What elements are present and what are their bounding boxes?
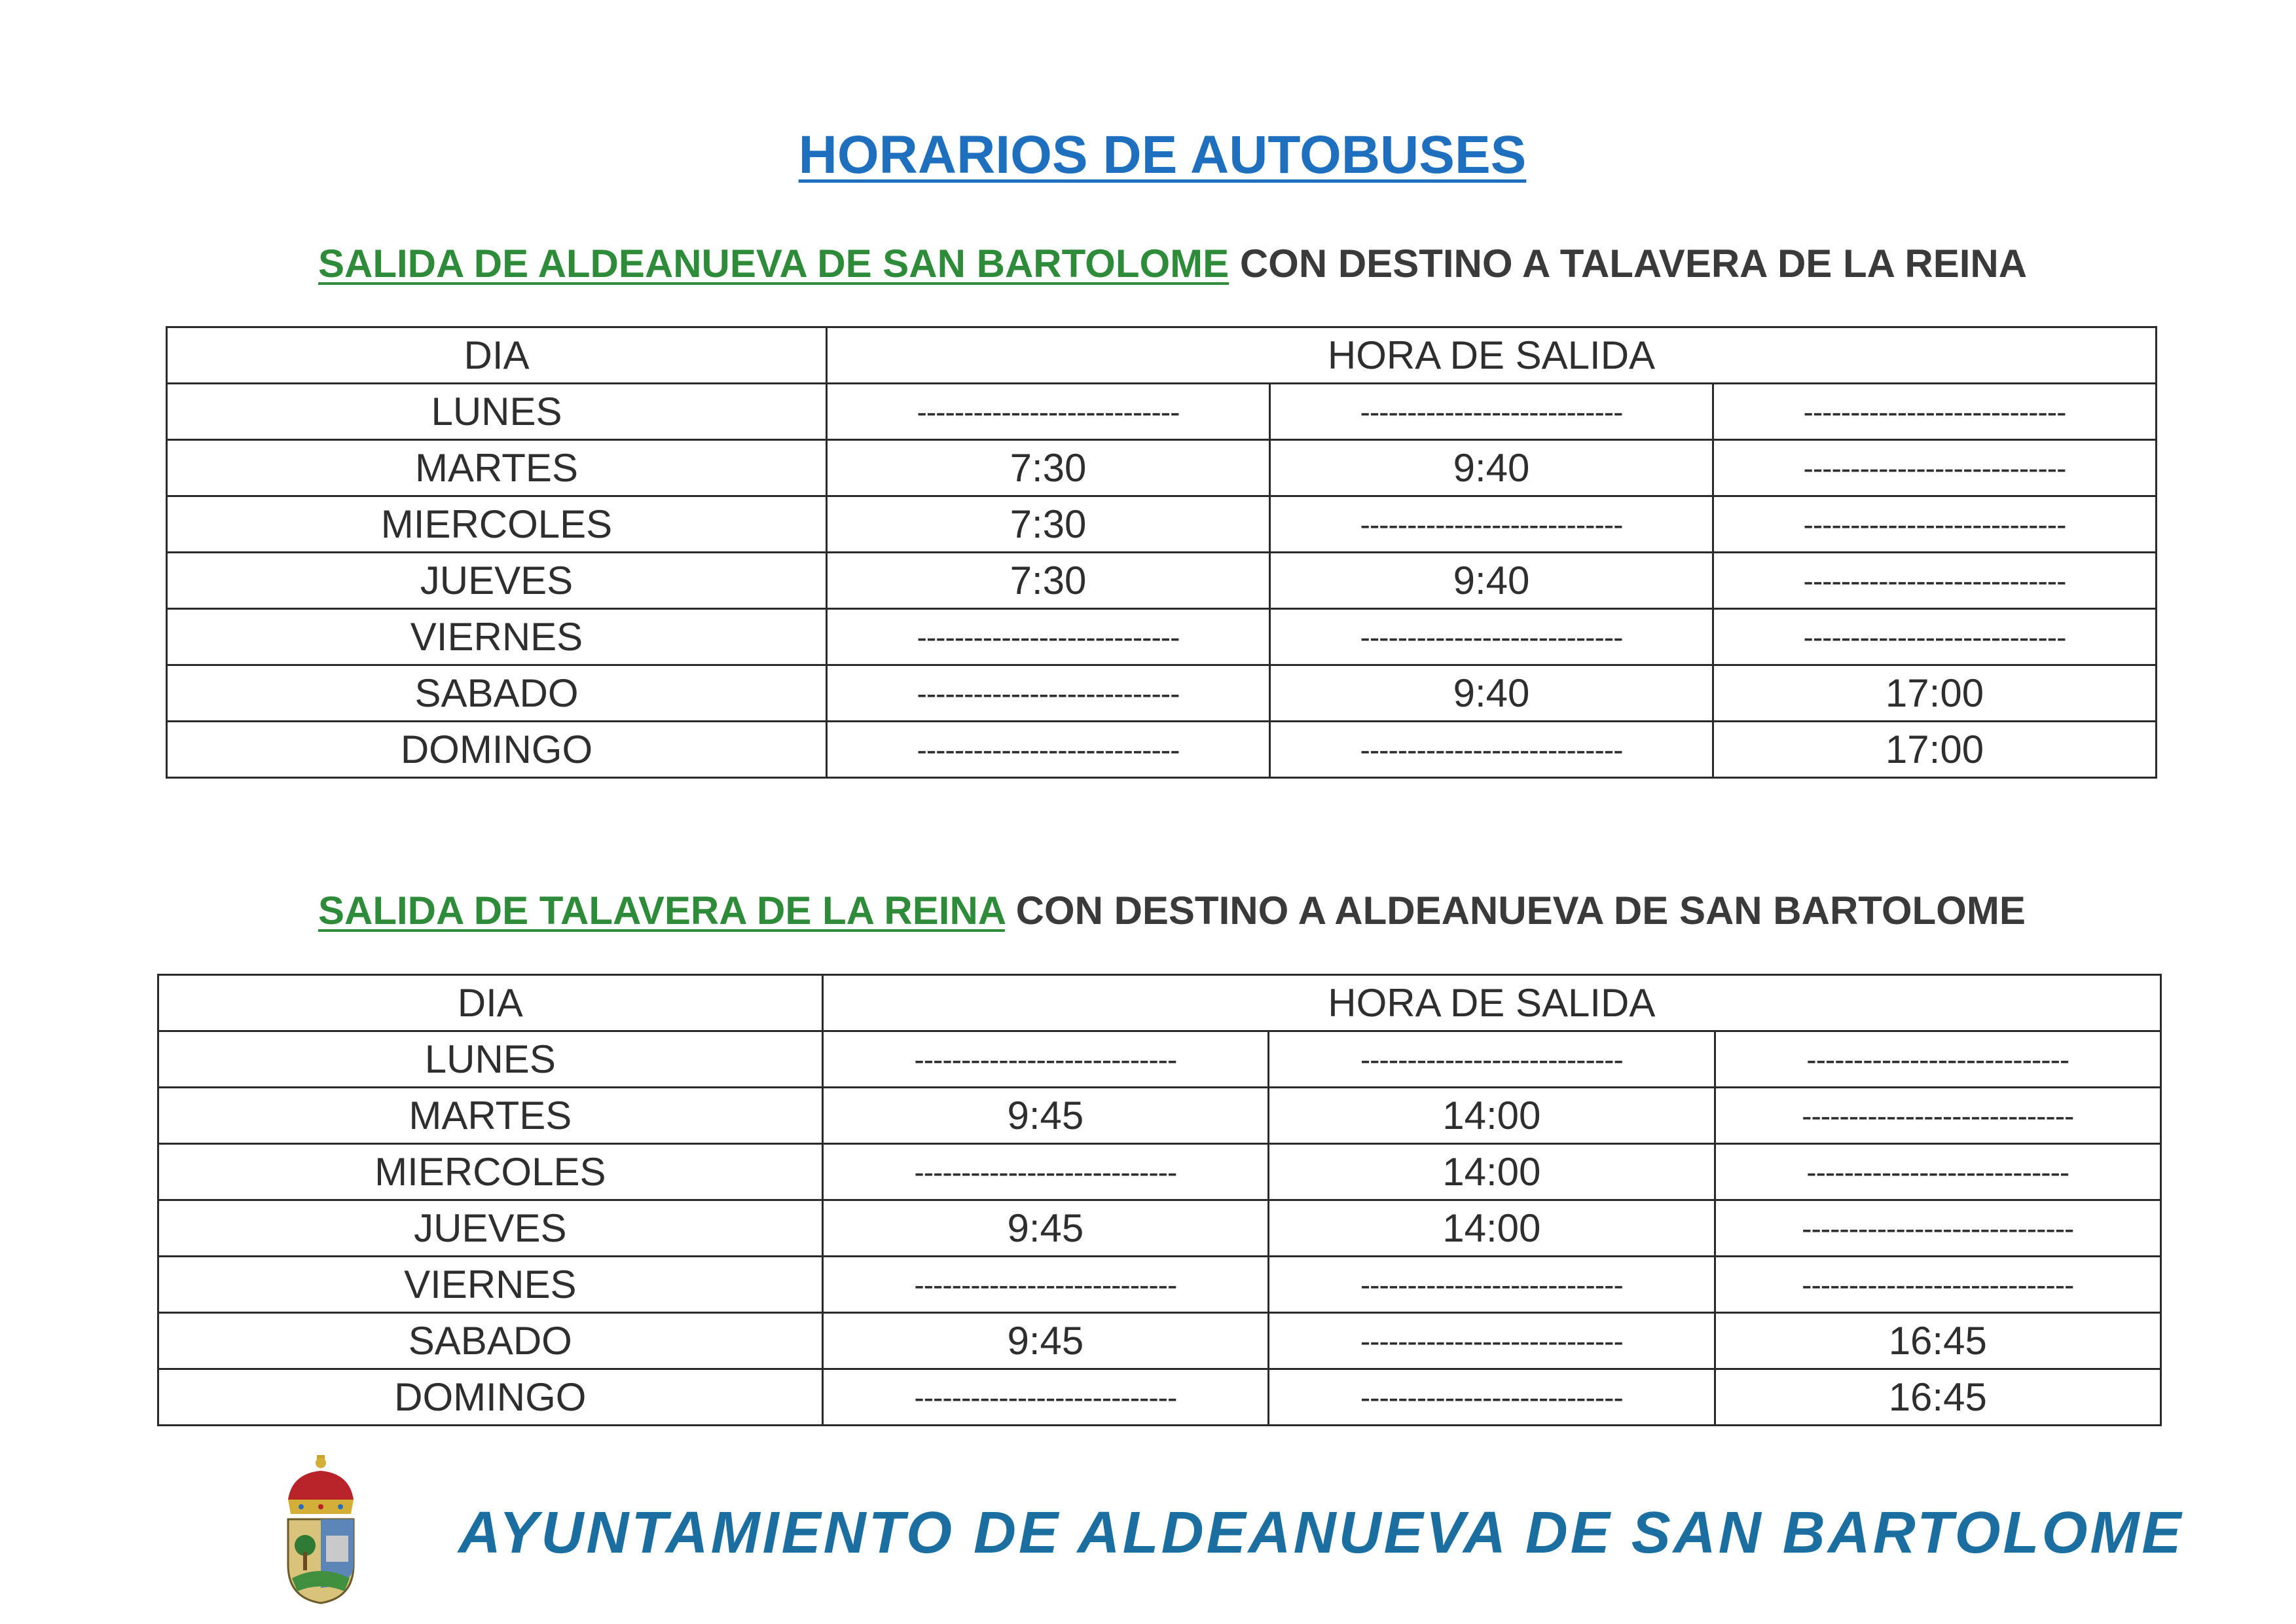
time-cell: ---------------------------- xyxy=(1270,722,1713,778)
table-row xyxy=(167,609,2157,665)
table-row xyxy=(158,1313,2161,1369)
time-cell: 17:00 xyxy=(1713,722,2157,778)
time-cell: 9:45 xyxy=(822,1313,1268,1369)
time-cell: 14:00 xyxy=(1269,1088,1715,1144)
table-row xyxy=(167,665,2157,722)
footer-title: AYUNTAMIENTO DE ALDEANUEVA DE SAN BARTOLOME xyxy=(458,1500,2184,1566)
time-cell: 7:30 xyxy=(827,496,1270,553)
time-cell: ---------------------------- xyxy=(822,1031,1268,1088)
section-heading-outbound xyxy=(318,241,2027,286)
origin-label: SALIDA DE ALDEANUEVA DE SAN BARTOLOME xyxy=(318,242,1230,286)
time-cell: ---------------------------- xyxy=(1269,1257,1715,1313)
time-cell: ---------------------------- xyxy=(1713,384,2157,440)
table-row xyxy=(158,1031,2161,1088)
page-title: HORARIOS DE AUTOBUSES xyxy=(798,125,1527,185)
table-header-row xyxy=(167,327,2157,384)
table-row xyxy=(158,1369,2161,1426)
header-departure-time: HORA DE SALIDA xyxy=(827,327,2157,384)
time-cell: ---------------------------- xyxy=(1713,496,2157,553)
time-cell: ----------------------------- xyxy=(1715,1257,2160,1313)
day-cell: VIERNES xyxy=(167,609,827,665)
table-row xyxy=(158,1200,2161,1257)
origin-label: SALIDA DE TALAVERA DE LA REINA xyxy=(318,889,1005,932)
destination-label: CON DESTINO A TALAVERA DE LA REINA xyxy=(1239,242,2028,286)
table-row xyxy=(158,1088,2161,1144)
time-cell: ---------------------------- xyxy=(1713,440,2157,496)
day-cell: MARTES xyxy=(167,440,827,496)
time-cell: 7:30 xyxy=(827,553,1270,609)
day-cell: DOMINGO xyxy=(167,722,827,778)
time-cell: ---------------------------- xyxy=(1269,1313,1715,1369)
table-row xyxy=(167,440,2157,496)
day-cell: VIERNES xyxy=(158,1257,823,1313)
day-cell: MARTES xyxy=(158,1088,823,1144)
time-cell: ----------------------------- xyxy=(1715,1088,2160,1144)
time-cell: ---------------------------- xyxy=(822,1144,1268,1200)
time-cell: ---------------------------- xyxy=(827,665,1270,722)
table-row xyxy=(167,384,2157,440)
time-cell: ---------------------------- xyxy=(1713,609,2157,665)
time-cell: ---------------------------- xyxy=(1270,609,1713,665)
table-row xyxy=(167,496,2157,553)
time-cell: ---------------------------- xyxy=(827,384,1270,440)
time-cell: ---------------------------- xyxy=(1270,496,1713,553)
time-cell: ---------------------------- xyxy=(1715,1031,2160,1088)
table-row xyxy=(158,1257,2161,1313)
header-day: DIA xyxy=(167,327,827,384)
day-cell: SABADO xyxy=(167,665,827,722)
table-row xyxy=(167,722,2157,778)
header-departure-time: HORA DE SALIDA xyxy=(822,975,2160,1031)
time-cell: ---------------------------- xyxy=(1715,1144,2160,1200)
schedule-table-outbound xyxy=(166,326,2157,779)
time-cell: ---------------------------- xyxy=(822,1369,1268,1426)
time-cell: 9:40 xyxy=(1270,553,1713,609)
time-cell: ----------------------------- xyxy=(1715,1200,2160,1257)
section-heading-return xyxy=(318,888,2026,933)
day-cell: MIERCOLES xyxy=(158,1144,823,1200)
day-cell: LUNES xyxy=(167,384,827,440)
table-row xyxy=(167,553,2157,609)
time-cell: 16:45 xyxy=(1715,1313,2160,1369)
destination-label: CON DESTINO A ALDEANUEVA DE SAN BARTOLOME xyxy=(1015,889,2026,932)
table-row xyxy=(158,1144,2161,1200)
schedule-body xyxy=(158,975,2161,1426)
time-cell: ---------------------------- xyxy=(1269,1031,1715,1088)
time-cell: 9:40 xyxy=(1270,440,1713,496)
time-cell: 14:00 xyxy=(1269,1144,1715,1200)
time-cell: 7:30 xyxy=(827,440,1270,496)
time-cell: ---------------------------- xyxy=(1270,384,1713,440)
table-header-row xyxy=(158,975,2161,1031)
time-cell: 9:40 xyxy=(1270,665,1713,722)
time-cell: 14:00 xyxy=(1269,1200,1715,1257)
time-cell: ---------------------------- xyxy=(827,609,1270,665)
time-cell: ---------------------------- xyxy=(827,722,1270,778)
time-cell: ---------------------------- xyxy=(822,1257,1268,1313)
schedule-body xyxy=(167,327,2157,778)
time-cell: ---------------------------- xyxy=(1713,553,2157,609)
schedule-table-return xyxy=(157,974,2162,1426)
day-cell: MIERCOLES xyxy=(167,496,827,553)
time-cell: ---------------------------- xyxy=(1269,1369,1715,1426)
day-cell: JUEVES xyxy=(158,1200,823,1257)
day-cell: DOMINGO xyxy=(158,1369,823,1426)
time-cell: 16:45 xyxy=(1715,1369,2160,1426)
day-cell: LUNES xyxy=(158,1031,823,1088)
day-cell: JUEVES xyxy=(167,553,827,609)
day-cell: SABADO xyxy=(158,1313,823,1369)
coat-of-arms-icon xyxy=(279,1454,363,1606)
time-cell: 17:00 xyxy=(1713,665,2157,722)
header-day: DIA xyxy=(158,975,823,1031)
time-cell: 9:45 xyxy=(822,1200,1268,1257)
time-cell: 9:45 xyxy=(822,1088,1268,1144)
